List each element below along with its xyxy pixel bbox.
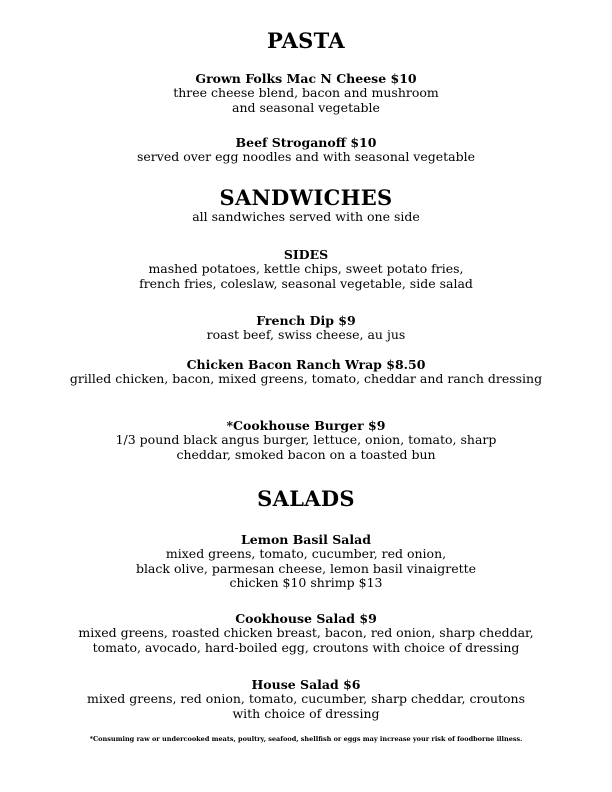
food-safety-footnote-block [0, 735, 612, 743]
sandwiches-section-header [0, 186, 612, 225]
item-name: Chicken Bacon Ranch Wrap $8.50 [186, 357, 426, 372]
menu-item-cookhouse-burger [0, 418, 612, 462]
sides-description: mashed potatoes, kettle chips, sweet potato fries, [148, 261, 464, 276]
menu-item-french-dip [0, 313, 612, 343]
item-description: served over egg noodles and with seasonal vegetable [136, 149, 476, 164]
pasta-title: PASTA [267, 28, 345, 53]
item-name: *Cookhouse Burger $9 [226, 418, 386, 433]
sandwiches-title: SANDWICHES [219, 185, 393, 210]
item-description: and seasonal vegetable [232, 99, 380, 115]
item-description: mixed greens, roasted chicken breast, bacon, red onion, sharp cheddar, [78, 625, 534, 640]
item-name: Grown Folks Mac N Cheese $10 [195, 71, 417, 86]
item-description: three cheese blend, bacon and mushroom [173, 85, 439, 100]
salads-section-header [0, 487, 612, 511]
item-name: Beef Stroganoff $10 [235, 135, 377, 150]
sandwiches-subtitle: all sandwiches served with one side [192, 209, 420, 224]
sides-description: french fries, coleslaw, seasonal vegetable, side salad [139, 275, 473, 291]
menu-item-mac-n-cheese [0, 71, 612, 115]
menu-item-chicken-bacon-ranch-wrap [0, 357, 612, 387]
item-name: House Salad $6 [251, 677, 361, 692]
salads-title: SALADS [257, 486, 355, 511]
item-name: French Dip $9 [256, 313, 356, 328]
item-description: roast beef, swiss cheese, au jus [206, 327, 406, 342]
item-description: chicken $10 shrimp $13 [229, 575, 383, 590]
sides-title: SIDES [283, 247, 329, 262]
item-description: cheddar, smoked bacon on a toasted bun [176, 446, 436, 462]
food-safety-footnote: *Consuming raw or undercooked meats, poultry, seafood, shellfish or eggs may increase your risk of foodborne illness. [89, 735, 523, 743]
item-description: tomato, avocado, hard-boiled egg, croutons with choice of dressing [92, 639, 520, 655]
item-name: Cookhouse Salad $9 [235, 611, 377, 626]
menu-item-lemon-basil-salad [0, 532, 612, 591]
item-description: mixed greens, red onion, tomato, cucumber, sharp cheddar, croutons [86, 691, 526, 706]
item-description: with choice of dressing [232, 705, 380, 721]
item-description: grilled chicken, bacon, mixed greens, tomato, cheddar and ranch dressing [69, 371, 543, 386]
item-description: mixed greens, tomato, cucumber, red onion, [165, 546, 447, 561]
menu-item-beef-stroganoff [0, 135, 612, 165]
pasta-section-header [0, 29, 612, 53]
item-description: 1/3 pound black angus burger, lettuce, onion, tomato, sharp [115, 432, 497, 447]
menu-item-cookhouse-salad [0, 611, 612, 655]
sides-block [0, 247, 612, 291]
item-description: black olive, parmesan cheese, lemon basil vinaigrette [135, 560, 477, 576]
item-name: Lemon Basil Salad [240, 532, 371, 547]
menu-item-house-salad [0, 677, 612, 721]
